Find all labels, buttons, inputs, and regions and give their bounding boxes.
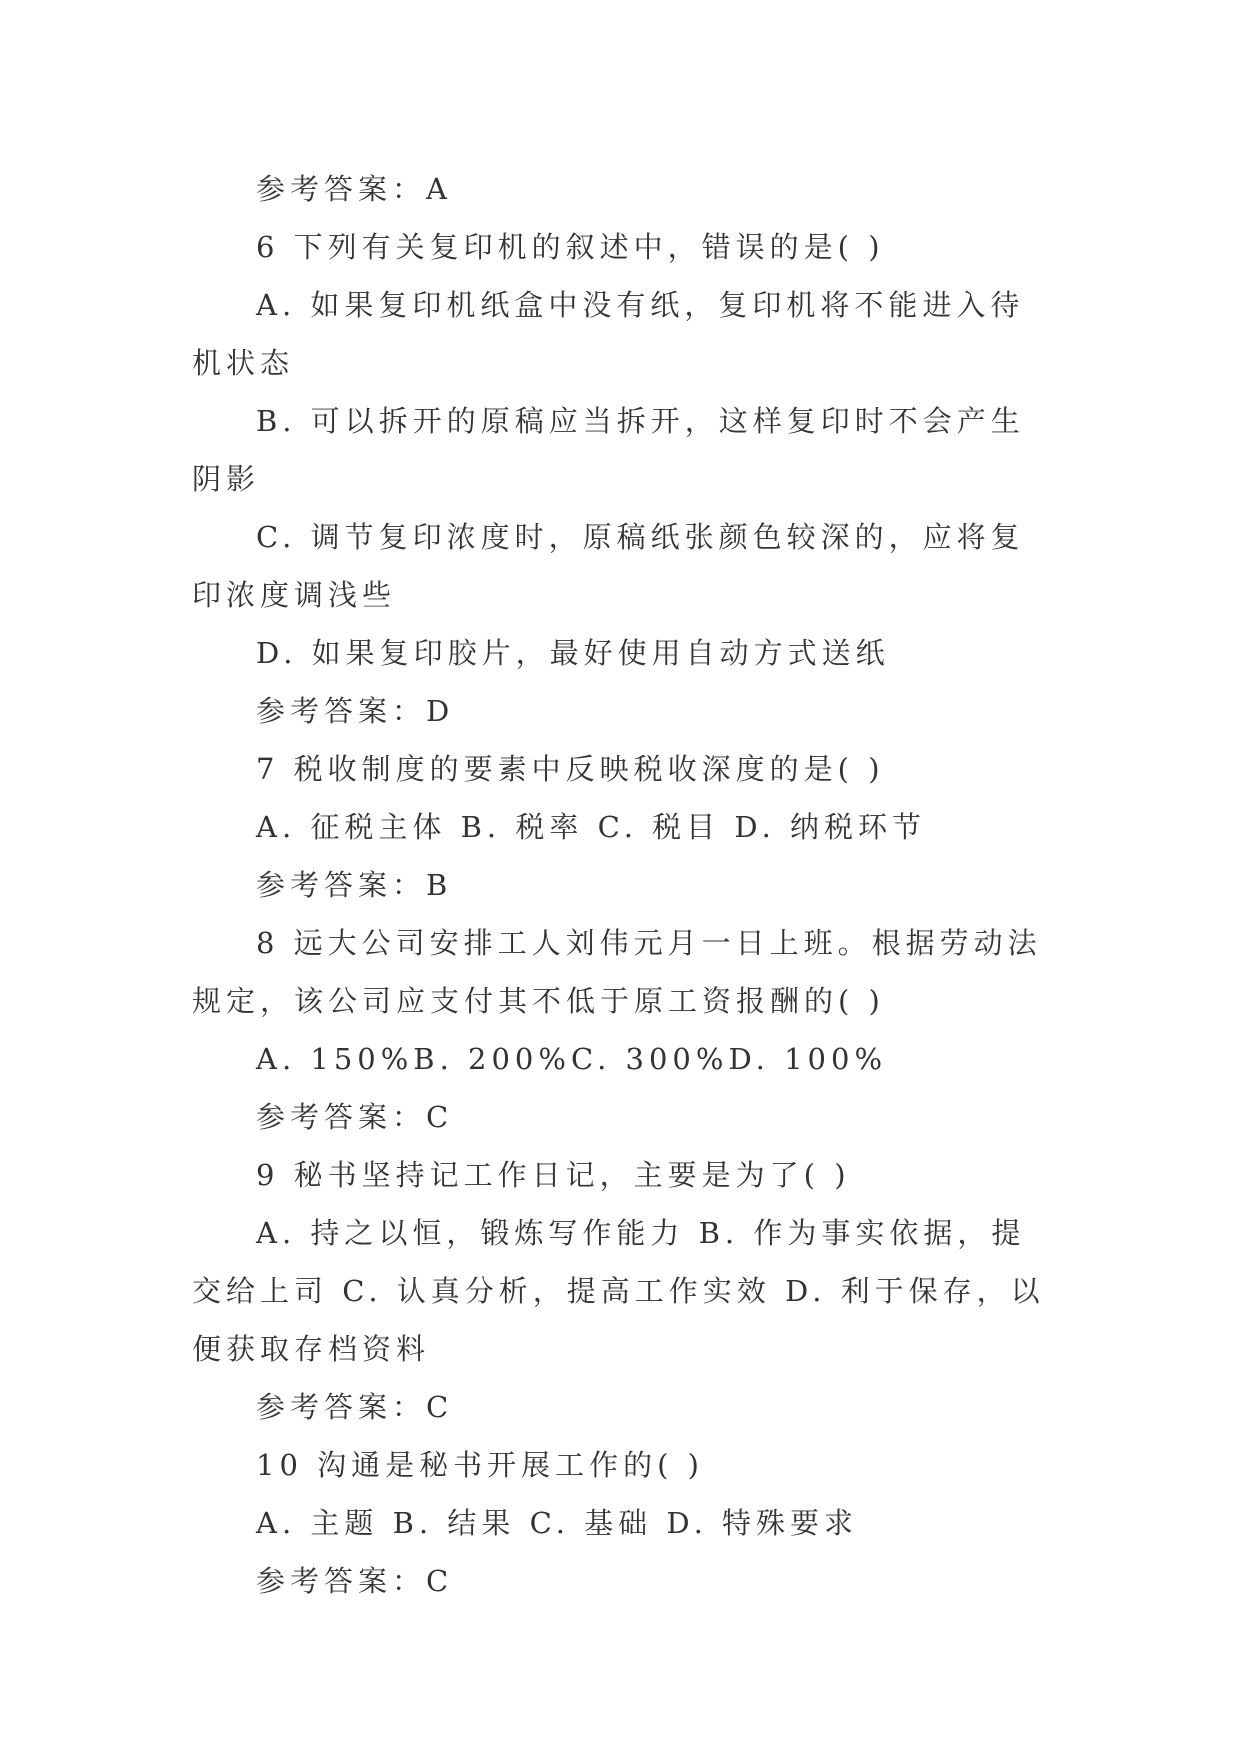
question-10: 10 沟通是秘书开展工作的( ) [256,1448,704,1482]
question-6: 6 下列有关复印机的叙述中，错误的是( ) [256,230,885,264]
option-line: A. 征税主体 B. 税率 C. 税目 D. 纳税环节 [256,810,927,844]
answer-line: 参考答案：A [256,172,452,206]
option-line: D. 如果复印胶片，最好使用自动方式送纸 [256,636,890,670]
answer-line: 参考答案：C [256,1100,454,1134]
question-7: 7 税收制度的要素中反映税收深度的是( ) [256,752,885,786]
option-line: A. 150%B. 200%C. 300%D. 100% [256,1042,888,1076]
option-line: C. 调节复印浓度时，原稿纸张颜色较深的，应将复印浓度调浅些 [192,520,1025,612]
answer-line: 参考答案：D [256,694,455,728]
question-8: 8 远大公司安排工人刘伟元月一日上班。根据劳动法规定，该公司应支付其不低于原工资报酬的( ) [192,926,1042,1018]
option-line: A. 持之以恒，锻炼写作能力 B. 作为事实依据，提交给上司 C. 认真分析，提高工作实效 D. 利于保存，以便获取存档资料 [192,1216,1045,1366]
option-line: B. 可以拆开的原稿应当拆开，这样复印时不会产生阴影 [192,404,1025,496]
answer-line: 参考答案：B [256,868,453,902]
document-body [192,160,1054,1610]
question-9: 9 秘书坚持记工作日记，主要是为了( ) [256,1158,851,1192]
option-line: A. 如果复印机纸盒中没有纸，复印机将不能进入待机状态 [192,288,1025,380]
option-line: A. 主题 B. 结果 C. 基础 D. 特殊要求 [256,1506,859,1540]
answer-line: 参考答案：C [256,1390,454,1424]
answer-line: 参考答案：C [256,1564,454,1598]
